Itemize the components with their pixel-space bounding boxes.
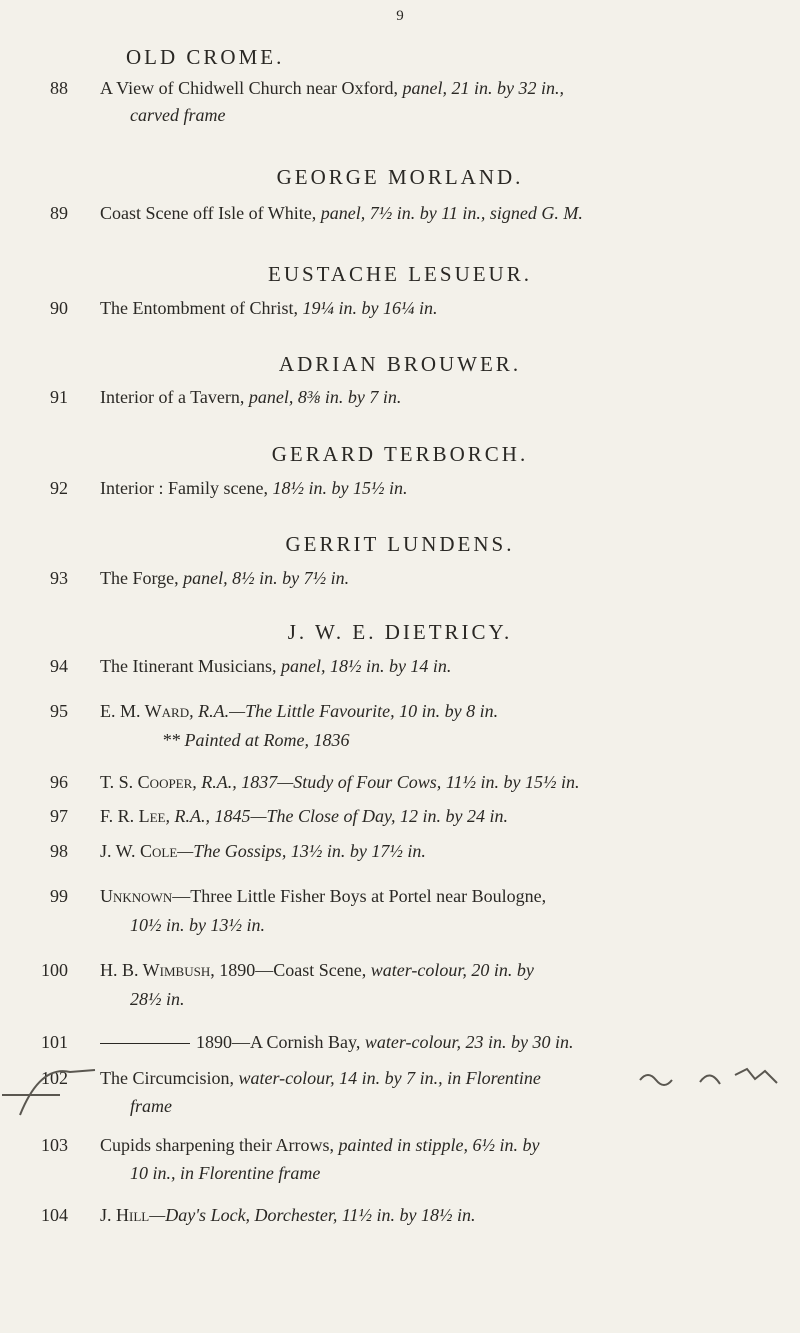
lot-artist: F. R. Lee — [100, 806, 166, 826]
lot-number: 101 — [41, 1032, 68, 1052]
lot-title: Interior of a Tavern, — [100, 387, 249, 407]
lot-details: 18½ in. by 15½ in. — [272, 478, 408, 498]
lot-description — [100, 387, 790, 408]
lot-description — [100, 806, 790, 827]
lot-number: 98 — [50, 841, 68, 861]
lot-continuation-text: 10 in., in Florentine frame — [130, 1163, 321, 1183]
lot-description — [100, 1135, 790, 1156]
lot-artist: T. S. Cooper — [100, 772, 193, 792]
lot-number: 88 — [50, 78, 68, 98]
lot-title: —The Gossips, — [177, 841, 291, 861]
lot-details: panel, 8½ in. by 7½ in. — [183, 568, 350, 588]
lot-description — [100, 1068, 790, 1089]
lot-description — [100, 772, 790, 793]
lot-title: , R.A., 1837—Study of Four Cows, — [192, 772, 446, 792]
section-heading: EUSTACHE LESUEUR. — [268, 262, 532, 286]
lot-description — [100, 656, 790, 677]
lot-number: 94 — [50, 656, 68, 676]
lot-continuation-text: frame — [130, 1096, 172, 1116]
lot-title: 1890—A Cornish Bay, — [196, 1032, 365, 1052]
lot-artist: J. Hill — [100, 1205, 150, 1225]
lot-details: 19¼ in. by 16¼ in. — [302, 298, 438, 318]
lot-number: 99 — [50, 886, 68, 906]
lot-number: 90 — [50, 298, 68, 318]
lot-number: 95 — [50, 701, 68, 721]
lot-artist: E. M. Ward — [100, 701, 190, 721]
lot-title: A View of Chidwell Church near Oxford, — [100, 78, 403, 98]
ditto-rule — [100, 1043, 190, 1044]
lot-continuation — [130, 1163, 320, 1184]
lot-details: panel, 7½ in. by 11 in., signed G. M. — [320, 203, 583, 223]
lot-title: The Circumcision, — [100, 1068, 239, 1088]
lot-continuation — [130, 1096, 172, 1117]
lot-title: Interior : Family scene, — [100, 478, 273, 498]
lot-continuation — [130, 105, 225, 126]
lot-title: Coast Scene off Isle of White, — [100, 203, 321, 223]
lot-number: 89 — [50, 203, 68, 223]
lot-artist: Unknown — [100, 886, 173, 906]
lot-number: 100 — [41, 960, 68, 980]
lot-details: 13½ in. by 17½ in. — [290, 841, 426, 861]
lot-title: , 1890—Coast Scene, — [210, 960, 371, 980]
lot-description — [100, 203, 790, 224]
lot-description — [100, 886, 790, 907]
lot-continuation-text: 28½ in. — [130, 989, 185, 1009]
lot-note: ** Painted at Rome, 1836 — [162, 730, 350, 750]
lot-description — [100, 701, 790, 722]
lot-title: —Three Little Fisher Boys at Portel near Boulogne, — [172, 886, 547, 906]
lot-continuation — [130, 915, 265, 936]
section-heading: GERRIT LUNDENS. — [285, 532, 515, 556]
section-heading: J. W. E. DIETRICY. — [287, 620, 513, 644]
lot-description — [100, 78, 790, 99]
lot-details: 10 in. by 8 in. — [399, 701, 499, 721]
lot-number: 102 — [41, 1068, 68, 1088]
lot-description — [100, 1032, 790, 1053]
lot-title: The Forge, — [100, 568, 184, 588]
lot-details: 12 in. by 24 in. — [399, 806, 508, 826]
lot-details: panel, 21 in. by 32 in., — [402, 78, 565, 98]
lot-details: 11½ in. by 15½ in. — [445, 772, 580, 792]
lot-details: painted in stipple, 6½ in. by — [338, 1135, 540, 1155]
lot-number: 97 — [50, 806, 68, 826]
lot-title: The Entombment of Christ, — [100, 298, 303, 318]
lot-title: , R.A.—The Little Favourite, — [189, 701, 400, 721]
lot-description — [100, 841, 790, 862]
lot-details: 11½ in. by 18½ in. — [341, 1205, 476, 1225]
lot-title: Cupids sharpening their Arrows, — [100, 1135, 339, 1155]
lot-description — [100, 478, 790, 499]
lot-details: water-colour, 20 in. by — [370, 960, 534, 980]
section-heading: GEORGE MORLAND. — [276, 165, 524, 189]
lot-details: panel, 8⅜ in. by 7 in. — [248, 387, 402, 407]
lot-title: —Day's Lock, Dorchester, — [149, 1205, 342, 1225]
lot-details: panel, 18½ in. by 14 in. — [280, 656, 452, 676]
lot-details: water-colour, 14 in. by 7 in., in Florentine — [238, 1068, 541, 1088]
lot-continuation — [130, 989, 185, 1010]
page-number: 9 — [396, 8, 404, 24]
section-heading: GERARD TERBORCH. — [271, 442, 529, 466]
lot-title: , R.A., 1845—The Close of Day, — [165, 806, 400, 826]
lot-description — [100, 568, 790, 589]
lot-artist: J. W. Cole — [100, 841, 178, 861]
section-heading: OLD CROME. — [126, 45, 285, 69]
lot-continuation-text: carved frame — [130, 105, 226, 125]
lot-number: 93 — [50, 568, 68, 588]
lot-number: 96 — [50, 772, 68, 792]
lot-artist: H. B. Wimbush — [100, 960, 211, 980]
section-heading: ADRIAN BROUWER. — [278, 352, 522, 376]
lot-continuation-text: 10½ in. by 13½ in. — [130, 915, 265, 935]
lot-description — [100, 1205, 790, 1226]
lot-details: water-colour, 23 in. by 30 in. — [364, 1032, 574, 1052]
lot-title: The Itinerant Musicians, — [100, 656, 281, 676]
lot-number: 91 — [50, 387, 68, 407]
lot-number: 104 — [41, 1205, 68, 1225]
lot-number: 92 — [50, 478, 68, 498]
lot-description — [100, 960, 790, 981]
lot-description — [100, 298, 790, 319]
lot-number: 103 — [41, 1135, 68, 1155]
